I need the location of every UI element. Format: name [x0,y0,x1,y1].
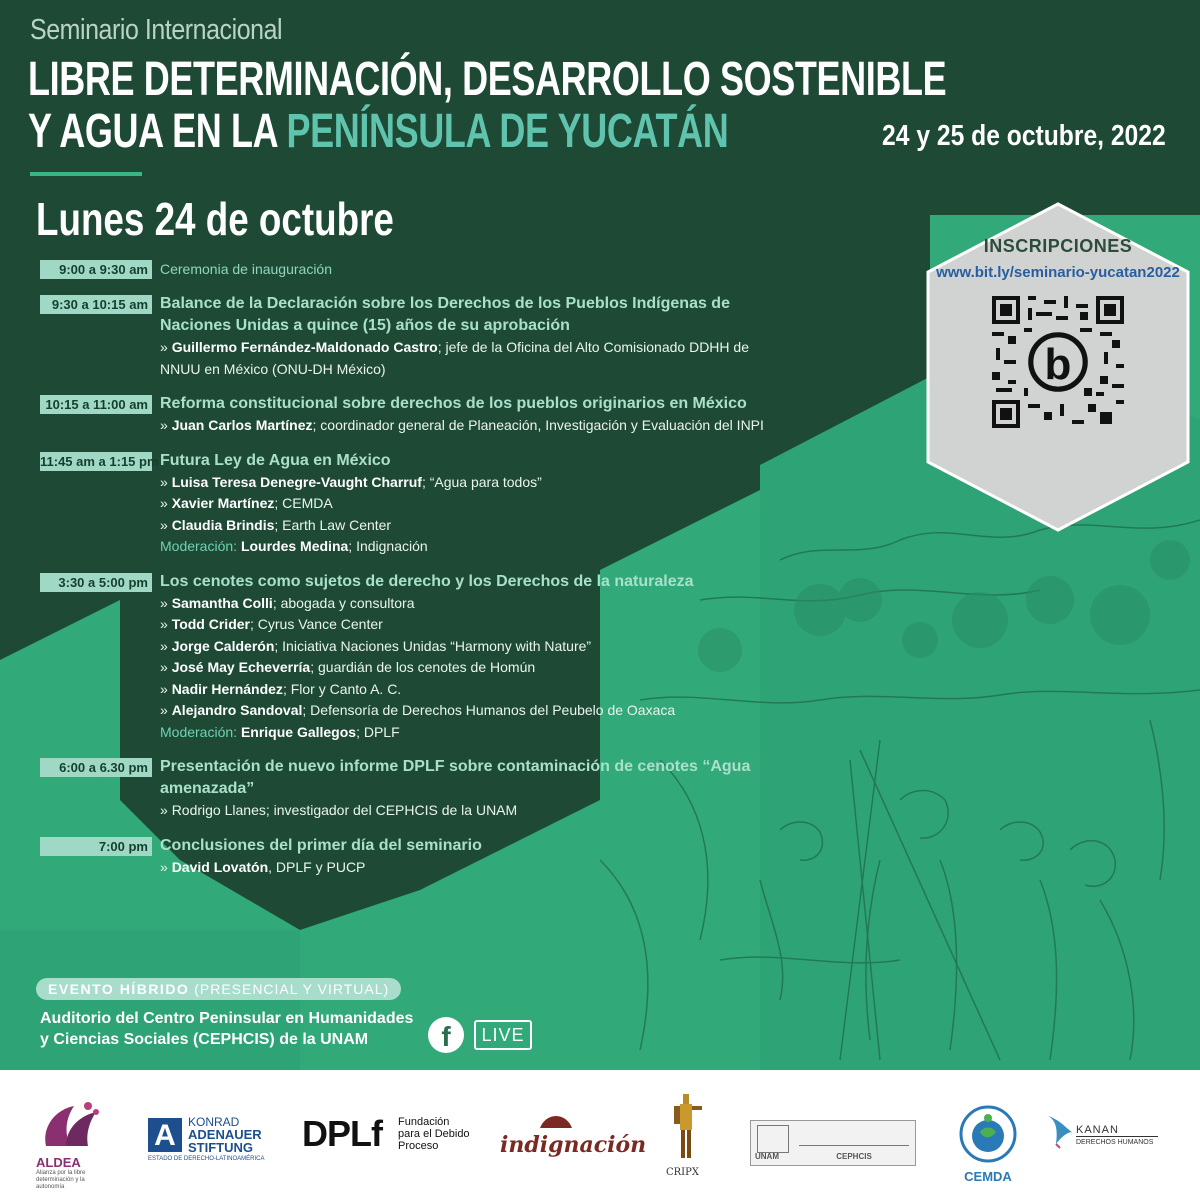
title-underline [30,172,142,176]
cemda-name: CEMDA [964,1169,1012,1184]
registration-url[interactable]: www.bit.ly/seminario-yucatan2022 [936,264,1180,281]
speaker: » Luisa Teresa Denegre-Vaught Charruf; “Agua para todos” [160,473,542,490]
session [40,393,780,437]
speaker-name: Todd Crider [171,616,250,632]
speaker-role: ; CEMDA [274,495,333,511]
speaker-name: Claudia Brindis [171,516,275,533]
speaker-role: ; abogada y consultora [272,594,415,611]
session [40,450,780,558]
speaker: » Xavier Martínez; CEMDA [160,495,333,511]
speaker-role: ; jefe de la Oficina del Alto Comisionado DDHH de NNUU en México (ONU-DH México) [160,339,749,377]
speaker: » Claudia Brindis; Earth Law Center [160,516,392,533]
session-title: Conclusiones del primer día del seminario [160,836,482,854]
moderation-label: Moderación: [160,538,238,554]
speaker: » David Lovatón, DPLF y PUCP [160,858,366,875]
konrad-1: KONRAD [188,1115,240,1129]
moderator-name: Lourdes Medina [240,538,349,554]
kanan-bird-icon [1044,1110,1074,1150]
session-time: 6:00 a 6.30 pm [40,758,152,777]
speaker: » Samantha Colli; abogada y consultora [160,594,415,611]
title-line-2-highlight: PENÍNSULA DE YUCATÁN [286,105,729,158]
title-line-2 [28,104,728,159]
speaker-role: ; coordinador general de Planeación, Investigación y Evaluación del INPI [312,417,764,433]
kanan-logo [1044,1110,1174,1154]
session-title: Balance de la Declaración sobre los Derechos de los Pueblos Indígenas de Naciones Unidas a quince (15) años de su aprobación [160,295,730,334]
cephcis-building-icon [799,1125,909,1146]
speaker-role: ; “Agua para todos” [421,473,542,490]
qr-code[interactable] [992,296,1124,428]
speaker-name: José May Echeverría [171,659,311,675]
cemda-globe-icon [958,1104,1018,1164]
cemda-logo [958,1104,1028,1194]
title-line-1: LIBRE DETERMINACIÓN, DESARROLLO SOSTENIBLE [28,53,947,106]
seminar-eyebrow: Seminario Internacional [30,14,283,46]
speaker-role: ; Earth Law Center [274,516,392,533]
session-time: 7:00 pm [40,837,152,856]
qr-center-letter: b [1044,340,1072,390]
session-time: 3:30 a 5:00 pm [40,573,152,592]
session-title: Reforma constitucional sobre derechos de los pueblos originarios en México [160,395,747,412]
footer-logos [0,1070,1200,1200]
cripx-logo [666,1092,716,1192]
hybrid-event-pill [36,978,401,1000]
hybrid-label: EVENTO HÍBRIDO [48,981,190,997]
speaker-name: Nadir Hernández [171,680,283,697]
kanan-2: DERECHOS HUMANOS [1076,1139,1154,1146]
session-time: 11:45 am a 1:15 pm [40,453,159,469]
live-badge[interactable]: LIVE [474,1020,532,1050]
hybrid-detail: (PRESENCIAL Y VIRTUAL) [189,981,390,997]
speaker: » José May Echeverría; guardián de los cenotes de Homún [160,659,536,675]
dplf-2: para el Debido [398,1128,470,1140]
event-dates: 24 y 25 de octubre, 2022 [882,120,1166,152]
session [40,293,780,380]
konrad-logo [148,1116,288,1166]
speaker-name: Xavier Martínez [171,495,275,511]
speaker: » Rodrigo Llanes; investigador del CEPHCIS de la UNAM [160,802,518,818]
cripx-name: CRIPX [666,1167,699,1178]
konrad-2: ADENAUER [188,1127,262,1142]
speaker-name: Guillermo Fernández-Maldonado Castro [171,339,438,355]
program [40,258,780,891]
speaker-name: Juan Carlos Martínez [171,417,313,433]
facebook-icon[interactable]: f [428,1017,464,1053]
session [40,756,780,822]
registration-label: INSCRIPCIONES [983,236,1133,256]
dplf-logo [302,1114,472,1158]
title-line-2-a: Y AGUA EN LA [28,105,287,158]
session [40,571,780,744]
aldea-logo [36,1098,126,1188]
moderation [160,536,780,558]
konrad-sub: ESTADO DE DERECHO-LATINOAMÉRICA [148,1156,265,1162]
speaker-role: ; Flor y Canto A. C. [282,680,402,697]
speaker: » Alejandro Sandoval; Defensoría de Derechos Humanos del Peubelo de Oaxaca [160,702,676,718]
speaker-name: Luisa Teresa Denegre-Vaught Charruf [171,473,422,490]
speaker: » Todd Crider; Cyrus Vance Center [160,616,383,632]
speaker-role: ; guardián de los cenotes de Homún [310,659,536,675]
session-title: Presentación de nuevo informe DPLF sobre contaminación de cenotes “Agua amenazada” [160,758,751,797]
indignacion-name: indignación [500,1132,647,1158]
aldea-mark-icon [36,1098,106,1150]
session [40,258,780,280]
speaker-name: David Lovatón [171,858,269,875]
konrad-3: STIFTUNG [188,1140,253,1155]
speaker-role: ; Defensoría de Derechos Humanos del Peubelo de Oaxaca [302,702,676,718]
kanan-1: KANAN [1076,1124,1119,1136]
session-title: Los cenotes como sujetos de derecho y los Derechos de la naturaleza [160,572,694,590]
aldea-name: ALDEA [36,1155,81,1170]
moderator-role: ; Indignación [348,538,428,554]
speaker-role: ; Iniciativa Naciones Unidas “Harmony with Nature” [274,637,592,654]
session-time: 9:00 a 9:30 am [40,260,152,279]
speaker-role: , DPLF y PUCP [268,858,366,875]
unam-name: UNAM [755,1152,779,1161]
speaker: » Juan Carlos Martínez; coordinador general de Planeación, Investigación y Evaluación del INPI [160,417,764,433]
unam-cephcis-logo [750,1120,916,1166]
cephcis-name: CEPHCIS [836,1152,872,1161]
aldea-tagline: Alianza por la libre determinación y la autonomía [36,1170,86,1190]
session-title: Futura Ley de Agua en México [160,451,391,469]
speaker: » Jorge Calderón; Iniciativa Naciones Unidas “Harmony with Nature” [160,637,592,654]
kas-a-icon: A [148,1118,182,1152]
moderation-label: Moderación: [160,723,238,740]
speaker-role: ; Cyrus Vance Center [249,616,383,632]
moderation [160,722,780,744]
dplf-mark: DPLf [302,1113,382,1154]
speaker: » Nadir Hernández; Flor y Canto A. C. [160,680,402,697]
session-time: 9:30 a 10:15 am [40,295,152,314]
indignacion-logo [500,1110,647,1170]
speaker: » Guillermo Fernández-Maldonado Castro; jefe de la Oficina del Alto Comisionado DDHH de NNUU en México (ONU-DH México) [160,339,749,377]
session-title: Ceremonia de inauguración [160,261,332,277]
dplf-1: Fundación [398,1116,450,1128]
unam-shield-icon [757,1125,789,1153]
speaker-name: Alejandro Sandoval [171,702,303,718]
session [40,835,780,879]
moderator-name: Enrique Gallegos [240,723,357,740]
cripx-figure-icon [666,1092,706,1162]
moderator-role: ; DPLF [356,723,400,740]
speaker-name: Samantha Colli [171,594,273,611]
session-time: 10:15 a 11:00 am [40,395,152,414]
dplf-3: Proceso [398,1140,439,1152]
indignacion-mark-icon [536,1110,576,1132]
speaker-name: Jorge Calderón [171,637,275,654]
speaker-role: Rodrigo Llanes; investigador del CEPHCIS de la UNAM [171,802,518,818]
day-heading: Lunes 24 de octubre [36,193,394,245]
venue: Auditorio del Centro Peninsular en Humanidades y Ciencias Sociales (CEPHCIS) de la UNAM [40,1010,414,1048]
